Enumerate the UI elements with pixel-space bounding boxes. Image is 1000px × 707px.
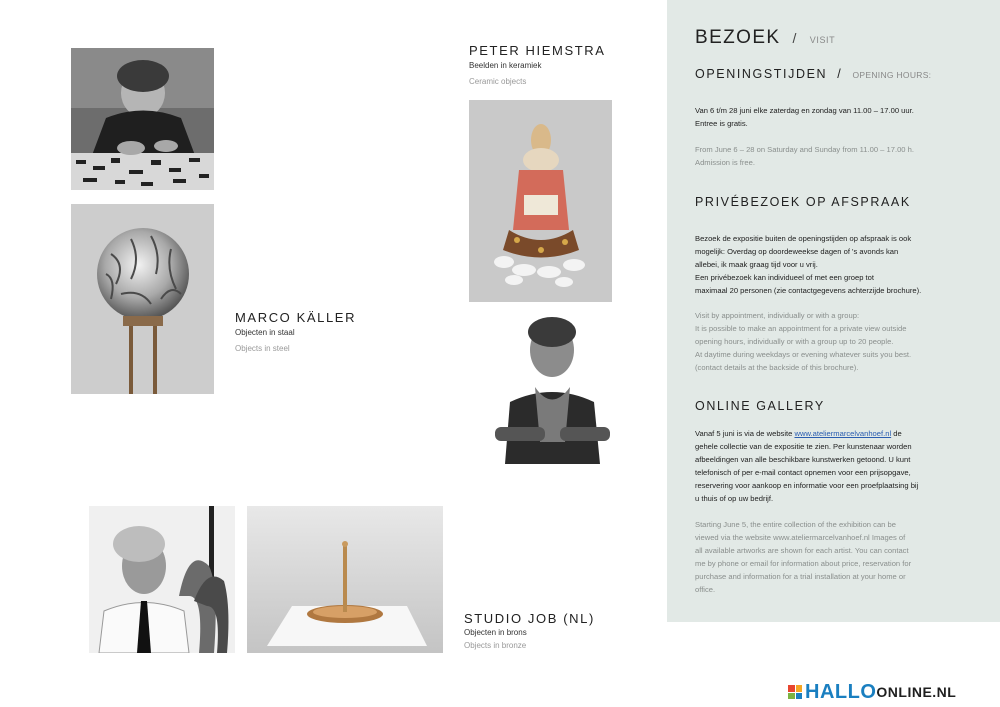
text-line: allebei, ik maak graag tijd voor u vrij. <box>695 260 818 269</box>
peter-hiemstra-portrait <box>480 302 623 464</box>
text-line: purchase and information for a trial installation at your home or <box>695 572 906 581</box>
text-line: viewed via the website www.ateliermarcelvanhoef.nl Images of <box>695 533 906 542</box>
opening-hours-text-en <box>695 143 980 169</box>
logo-mark-icon <box>788 685 802 699</box>
text-line: telefonisch of per e-mail contact opnemen voor een prijsopgave, <box>695 468 911 477</box>
text-line: From June 6 – 28 on Saturday and Sunday from 11.00 – 17.00 h. <box>695 145 914 154</box>
studio-job-bronze-artwork <box>247 506 443 653</box>
text-line: (contact details at the backside of this brochure). <box>695 363 859 372</box>
visit-title-en: VISIT <box>809 35 836 45</box>
opening-hours-heading <box>695 67 931 81</box>
text-line: Bezoek de expositie buiten de openingstijden op afspraak is ook <box>695 234 912 243</box>
text-line: Van 6 t/m 28 juni elke zaterdag en zondag van 11.00 – 17.00 uur. <box>695 106 914 115</box>
marco-kaller-portrait <box>71 48 214 190</box>
text-line: all available artworks are shown for each artist. You can contact <box>695 546 909 555</box>
text-line: me by phone or email for information about price, reservation for <box>695 559 912 568</box>
private-visit-text-en <box>695 309 980 374</box>
text-line: Starting June 5, the entire collection of the exhibition can be <box>695 520 896 529</box>
text-line: maximaal 20 personen (zie contactgegevens achterzijde brochure). <box>695 286 922 295</box>
text-line: mogelijk: Overdag op doordeweekse dagen of 's avonds kan <box>695 247 899 256</box>
studio-job-portrait <box>89 506 235 653</box>
marco-kaller-steel-sphere-artwork <box>71 204 214 394</box>
website-link[interactable]: www.ateliermarcelvanhoef.nl <box>794 429 892 438</box>
text-line: At daytime during weekdays or evening whatever suits you best. <box>695 350 912 359</box>
text-line: reservering voor aankoop en informatie voor een proefplaatsing bij <box>695 481 919 490</box>
heading-separator: / <box>832 67 848 81</box>
hallo-online-logo[interactable] <box>788 681 956 703</box>
text-line: Een privébezoek kan individueel of met een groep tot <box>695 273 874 282</box>
peter-hiemstra-ceramic-artwork <box>469 100 612 302</box>
marco-kaller-name: MARCO KÄLLER <box>235 310 357 325</box>
text-line <box>695 427 980 440</box>
logo-text-hallo: HALLO <box>805 680 877 703</box>
text-line: afbeeldingen van alle beschikbare kunstwerken getoond. U kunt <box>695 455 911 464</box>
text-line: It is possible to make an appointment for a private view outside <box>695 324 907 333</box>
online-gallery-text-en <box>695 518 980 596</box>
private-visit-text-nl <box>695 232 980 297</box>
text-line: office. <box>695 585 716 594</box>
text-fragment: de <box>891 429 902 438</box>
text-line: opening hours, individually or with a group up to 20 people. <box>695 337 894 346</box>
visit-title-nl: BEZOEK <box>695 27 781 48</box>
text-fragment: Vanaf 5 juni is via de website <box>695 429 795 438</box>
peter-hiemstra-name: PETER HIEMSTRA <box>469 43 606 58</box>
title-separator: / <box>787 30 804 46</box>
text-line: u thuis of op uw bedrijf. <box>695 494 774 503</box>
text-line: Admission is free. <box>695 158 755 167</box>
text-line: Entree is gratis. <box>695 119 748 128</box>
peter-hiemstra-subtitle-en: Ceramic objects <box>469 77 527 86</box>
marco-kaller-subtitle-nl: Objecten in staal <box>235 328 295 337</box>
peter-hiemstra-subtitle-nl: Beelden in keramiek <box>469 61 542 70</box>
studio-job-subtitle-nl: Objecten in brons <box>464 628 527 637</box>
opening-hours-heading-nl: OPENINGSTIJDEN <box>695 67 828 81</box>
text-line: Visit by appointment, individually or with a group: <box>695 311 860 320</box>
visit-title <box>695 27 835 49</box>
studio-job-name: STUDIO JOB (NL) <box>464 611 595 626</box>
studio-job-subtitle-en: Objects in bronze <box>464 641 527 650</box>
opening-hours-heading-en: OPENING HOURS: <box>852 70 932 80</box>
marco-kaller-subtitle-en: Objects in steel <box>235 344 290 353</box>
text-line: gehele collectie van de expositie te zien. Per kunstenaar worden <box>695 442 912 451</box>
online-gallery-heading: ONLINE GALLERY <box>695 399 825 413</box>
opening-hours-text-nl <box>695 104 980 130</box>
logo-text-online: ONLINE.NL <box>876 684 957 700</box>
online-gallery-text-nl <box>695 427 980 505</box>
private-visit-heading: PRIVÉBEZOEK OP AFSPRAAK <box>695 195 911 209</box>
